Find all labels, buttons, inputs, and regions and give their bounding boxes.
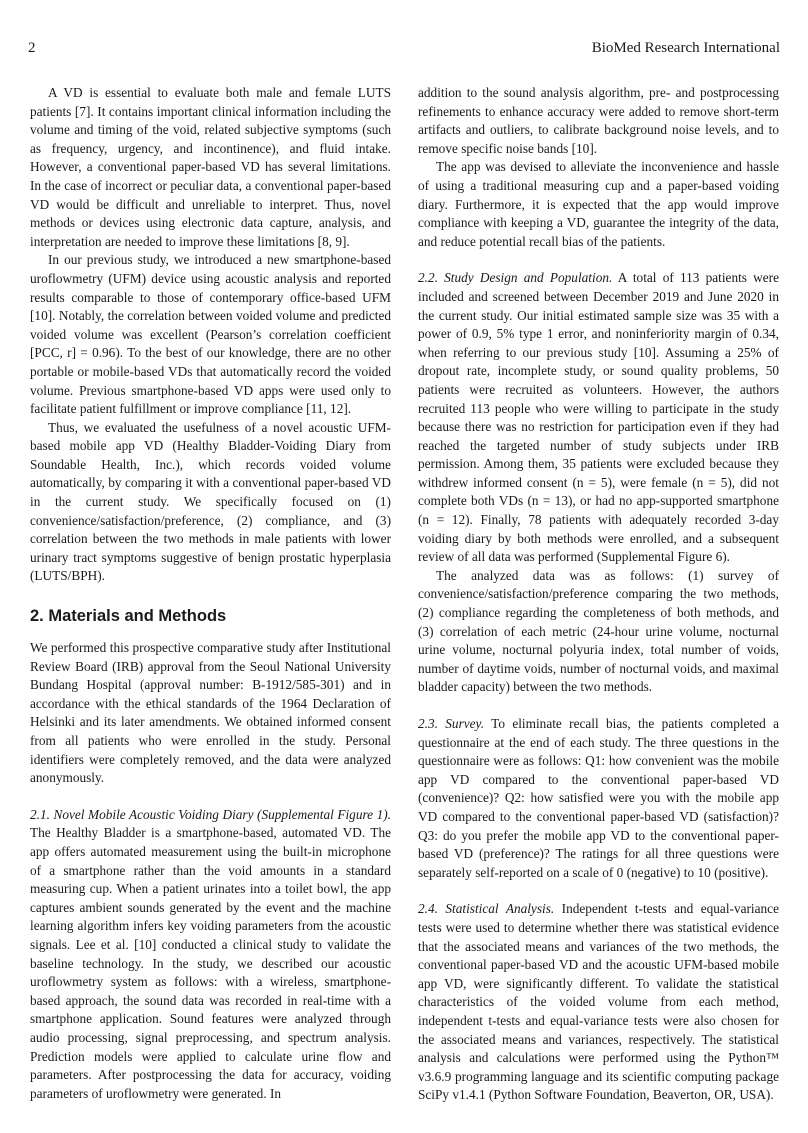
- subsection-paragraph: [418, 900, 779, 1105]
- subsection-title: 2.3. Survey.: [418, 716, 485, 731]
- left-column: [30, 84, 391, 1103]
- subsection-paragraph: [30, 806, 391, 1104]
- subsection-body: To eliminate recall bias, the patients completed a questionnaire at the end of each study. The three questions in the questionnaire were as follows: Q1: how convenient was the mobile app VD compared to the conventional paper-based VD (convenience)? Q2: how satisfied were you with the mobile app VD compared to the conventional paper-based VD (satisfaction)? Q3: do you prefer the mobile app VD to the conventional paper-based VD (preference)? The ratings for all three questions were separately self-reported on a scale of 0 (negative) to 10 (positive).: [418, 716, 779, 880]
- subsection-title: 2.2. Study Design and Population.: [418, 270, 613, 286]
- subsection-body: The Healthy Bladder is a smartphone-based, automated VD. The app offers automated measurement using the built-in microphone of a smartphone rather than the void amounts in a standard measuring cup. When a patient urinates into a toilet bowl, the app captures ambient sounds generated by the event and the machine learning algorithm infers key voiding parameters from the acoustic signals. Lee et al. [10] conducted a clinical study to validate the baseline technology. In the study, we described our acoustic uroflowmetry system as follows: with a wireless, smartphone-based approach, the sound data was recorded in real-time with a smartphone application. Sound features were analyzed through audio processing, signal preprocessing, and spectrum analysis. Prediction models were applied to calculate urine flow and parameters. After postprocessing the data for accuracy, voiding parameters of uroflowmetry were generated. In: [30, 825, 391, 1101]
- paragraph: The analyzed data was as follows: (1) survey of convenience/satisfaction/preference comparing the two methods, (2) compliance regarding the completeness of both methods, and (3) correlation of each metric (24-hour urine volume, nocturnal urine volume, nocturnal polyuria index, total number of voids, number of daytime voids, number of nocturnal voids, and maximal bladder capacity) between the two methods.: [418, 567, 779, 695]
- paragraph: addition to the sound analysis algorithm, pre- and postprocessing refinements to enhance accuracy were added to remove short-term artifacts and outliers, to calibrate background noise levels, and to remove specific noise bands [10].: [418, 85, 779, 156]
- paragraph: We performed this prospective comparative study after Institutional Review Board (IRB) approval from the Seoul National University Bundang Hospital (approval number: B-1912/585-301) and in accordance with the ethical standards of the 1964 Declaration of Helsinki and its later amendments. We obtained informed consent from all patients who were enrolled in the study. Personal identifiers were completely removed, and the data were analyzed anonymously.: [30, 640, 391, 786]
- subsection-body: Independent t-tests and equal-variance tests were used to determine whether there was statistical evidence that the associated means and variances of the two methods, the conventional paper-based VD and the acoustic UFM-based mobile app VD, were significantly different. To validate the statistical characteristics of the voided volume from each method, independent t-tests and equal-variance tests were also chosen for the associated means and variances, respectively. The statistical analysis and calculations were performed using the Python™ v3.6.9 programming language and its scientific computing package SciPy v1.4.1 (Python Software Foundation, Beaverton, OR, USA).: [418, 901, 779, 1103]
- page-number: 2: [28, 40, 36, 56]
- right-column: [418, 84, 779, 1105]
- paragraph: The app was devised to alleviate the inconvenience and hassle of using a traditional measuring cup and a paper-based voiding diary. Furthermore, it is expected that the app would improve compliance with keeping a VD, guarantee the integrity of the data, and reduce potential recall bias of the patients.: [418, 159, 779, 249]
- subsection-title: 2.4. Statistical Analysis.: [418, 901, 555, 917]
- section-heading: 2. Materials and Methods: [30, 607, 227, 626]
- paragraph: Thus, we evaluated the usefulness of a novel acoustic UFM-based mobile app VD (Healthy Bladder-Voiding Diary from Soundable Health, Inc.), which records voided volume automatically, by comparing it with a conventional paper-based VD in the current study. We specifically focused on (1) convenience/satisfaction/preference, (2) compliance, and (3) correlation between the two methods in male patients with lower urinary tract symptoms suggestive of benign prostatic hyperplasia (LUTS/BPH).: [30, 419, 391, 584]
- paragraph: A VD is essential to evaluate both male and female LUTS patients [7]. It contains important clinical information including the volume and timing of the void, related subjective symptoms (such as frequency, urgency, and incontinence), and fluid intake. However, a conventional paper-based VD has several limitations. In the case of incorrect or peculiar data, a conventional paper-based VD would be difficult and unreliable to interpret. Thus, novel methods or devices using electronic data capture, analysis, and interpretation are needed to improve these limitations [8, 9].: [30, 85, 391, 249]
- subsection-title: 2.1. Novel Mobile Acoustic Voiding Diary (Supplemental Figure 1).: [30, 806, 391, 822]
- subsection-paragraph: [418, 715, 779, 882]
- journal-name: BioMed Research International: [591, 40, 780, 56]
- paragraph: In our previous study, we introduced a new smartphone-based uroflowmetry (UFM) device using acoustic analysis and reported results comparable to those of contemporary office-based UFM [10]. Notably, the correlation between voided volume and predicted voided volume was excellent (Pearson’s correlation coefficient [PCC, r] = 0.96). To the best of our knowledge, there are no other portable or mobile-based VDs that automatically record the voided volume. Previous smartphone-based VD apps were used only to facilitate patient fulfillment or improve compliance [11, 12].: [30, 252, 391, 417]
- subsection-paragraph: [418, 269, 779, 567]
- subsection-body: A total of 113 patients were included and screened between December 2019 and June 2020 in the current study. Our initial estimated sample size was 35 with a power of 0.9, 5% type 1 error, and noninferiority margin of 0.34, when referring to our previous study [10]. Assuming a 25% of dropout rate, incomplete study, or sound quality problems, 50 patients were recruited as volunteers. However, the authors recruited 113 people who were willing to participate in the study because there was no restriction for participation even if they had reached the targeted number of study subjects under IRB permission. Among them, 35 patients were excluded because they withdrew informed consent (n = 5), were female (n = 5), did not complete both VDs (n = 13), or had no app-supported smartphone (n = 12). Finally, 78 patients with adequately recorded 3-day voiding diary by both methods were enrolled, and a subsequent review of all data was performed (Supplemental Figure 6).: [418, 270, 780, 565]
